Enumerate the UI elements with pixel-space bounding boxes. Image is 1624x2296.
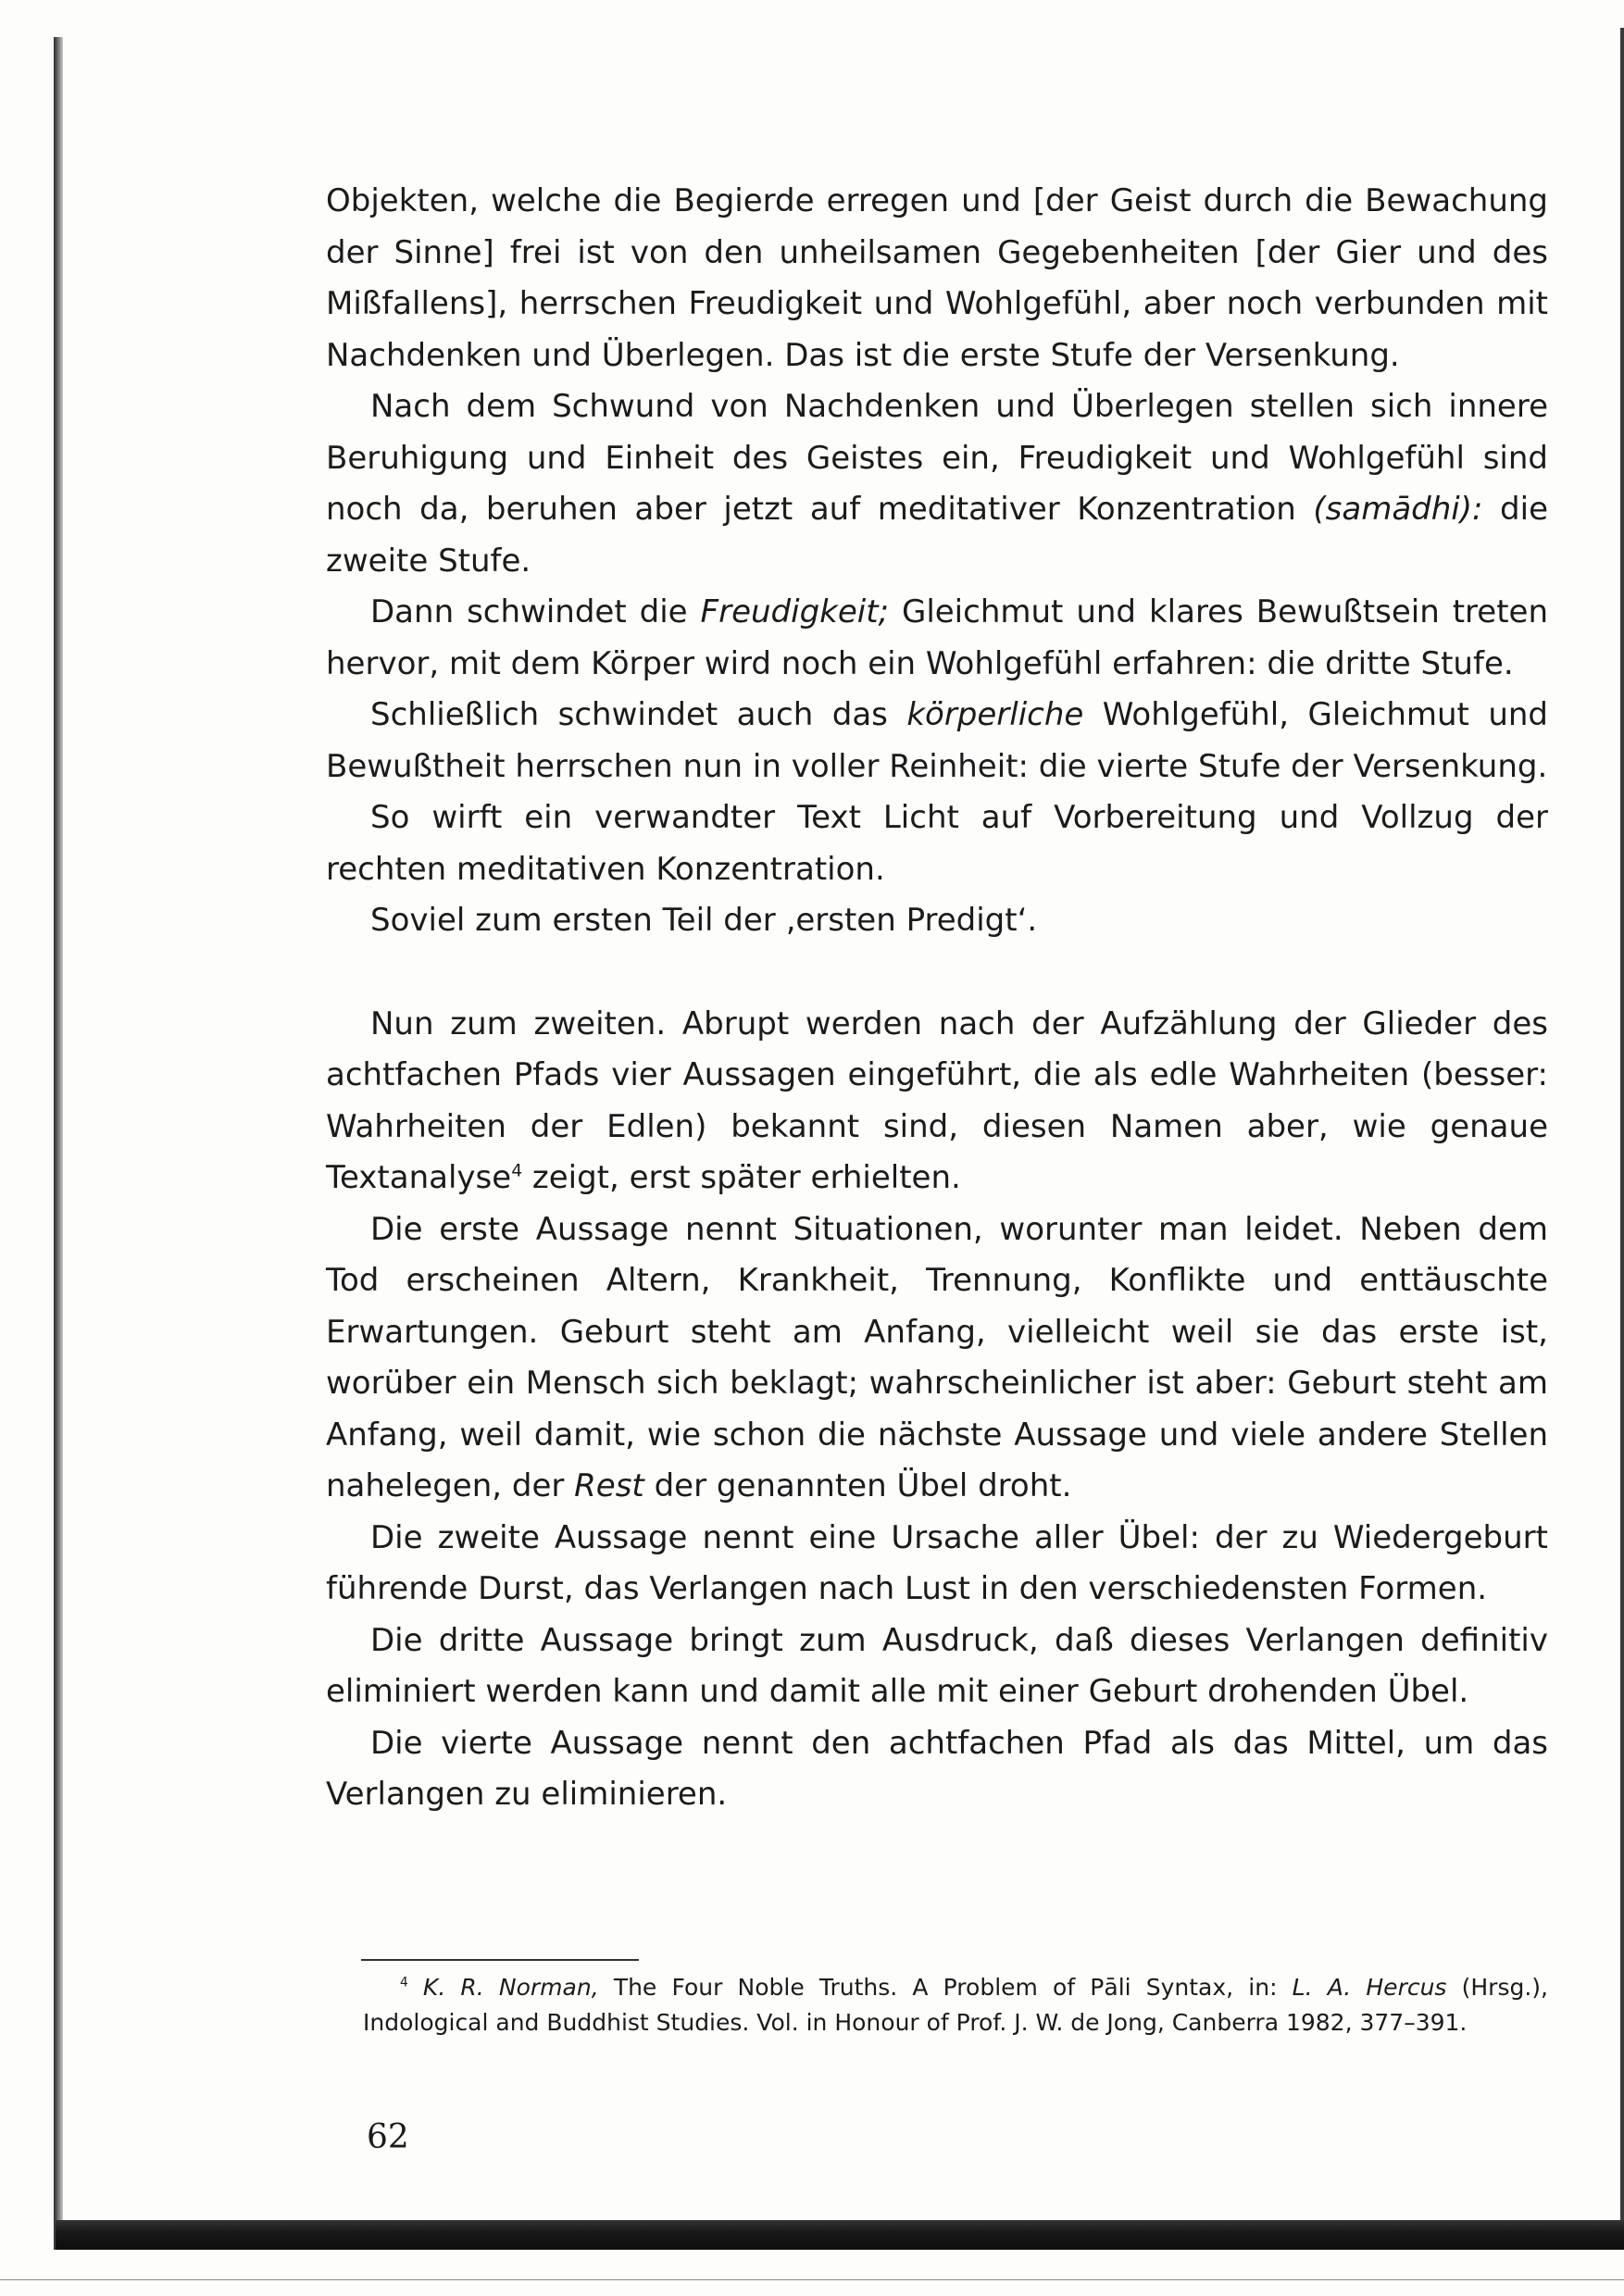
text-span: The Four Noble Truths. A Problem of Pāli Syntax, in:	[598, 1974, 1293, 2001]
text-span: Soviel zum ersten Teil der ‚ersten Predigt‘.	[370, 902, 1038, 939]
text-span: Nach dem Schwund von Nachdenken und Überlegen stellen sich innere Beruhigung und Einheit des Geistes ein, Freudigkeit und Wohlgefühl sind noch da, beruhen aber jetzt auf meditativer Konzentration	[326, 388, 1548, 528]
italic-span: Freudigkeit;	[700, 593, 889, 630]
footnote-marker: 4	[400, 1975, 408, 1990]
text-span: der genannten Übel droht.	[643, 1467, 1072, 1504]
text-span: (Hrsg.), Indological and Buddhist Studies. Vol. in Honour of Prof. J. W. de Jong, Canberra 1982, 377–391.	[363, 1974, 1549, 2036]
paragraph	[326, 895, 1548, 947]
page-number: 62	[367, 2118, 409, 2156]
paragraph	[326, 176, 1548, 381]
scan-page-edge-right	[1620, 28, 1624, 2222]
paragraph	[326, 999, 1548, 1204]
paragraph	[326, 1718, 1548, 1821]
scan-binding-shadow	[54, 37, 63, 2250]
footnote-separator	[361, 1959, 639, 1961]
text-span: Die dritte Aussage bringt zum Ausdruck, daß dieses Verlangen definitiv eliminiert werden kann und damit alle mit einer Geburt drohenden Übel.	[326, 1621, 1548, 1710]
text-span: Nun zum zweiten. Abrupt werden nach der Aufzählung der Glieder des achtfachen Pfads vier Aussagen eingeführt, die als edle Wahrheiten (besser: Wahrheiten der Edlen) bekannt sind, diesen Namen aber, wie genaue Textanalyse	[326, 1004, 1548, 1196]
text-span: Wohlgefühl, Gleichmut und Bewußtheit herrschen nun in voller Reinheit: die vierte Stufe der Versenkung.	[326, 696, 1549, 785]
scan-footer-rule	[0, 2279, 1624, 2280]
text-span: die zweite Stufe.	[326, 491, 1548, 580]
body-text	[326, 176, 1548, 1821]
paragraph	[326, 1513, 1548, 1616]
text-span: Dann schwindet die	[370, 593, 701, 630]
italic-span: (samādhi):	[1313, 491, 1483, 528]
paragraph	[326, 1616, 1548, 1718]
paragraph	[326, 587, 1548, 690]
text-span: zeigt, erst später erhielten.	[522, 1159, 961, 1196]
text-span: Die erste Aussage nennt Situationen, worunter man leidet. Neben dem Tod erscheinen Altern, Krankheit, Trennung, Konflikte und enttäuschte Erwartungen. Geburt steht am Anfang, vielleicht weil sie das erste ist, worüber ein Mensch sich beklagt; wahrscheinlicher ist aber: Geburt steht am Anfang, weil damit, wie schon die nächste Aussage und viele andere Stellen nahelegen, der	[326, 1210, 1548, 1504]
footnote	[363, 1970, 1548, 2040]
text-span: Objekten, welche die Begierde erregen und [der Geist durch die Bewachung der Sinne] frei ist von den unheilsamen Gegebenheiten [der Gier und des Mißfallens], herrschen Freudigkeit und Wohlgefühl, aber noch verbunden mit Nachdenken und Überlegen. Das ist die erste Stufe der Versenkung.	[326, 182, 1548, 374]
scan-page-edge-bottom	[56, 2220, 1624, 2250]
paragraph	[326, 792, 1548, 895]
paragraph	[326, 1204, 1548, 1513]
text-span: Die vierte Aussage nennt den achtfachen Pfad als das Mittel, um das Verlangen zu eliminieren.	[326, 1724, 1548, 1813]
paragraph	[326, 381, 1548, 587]
paragraph	[326, 690, 1548, 792]
text-span: Die zweite Aussage nennt eine Ursache aller Übel: der zu Wiedergeburt führende Durst, das Verlangen nach Lust in den verschiedensten Formen.	[326, 1518, 1548, 1607]
italic-span: K. R. Norman,	[422, 1974, 599, 2001]
italic-span: körperliche	[906, 696, 1084, 733]
italic-span: L. A. Hercus	[1292, 1974, 1447, 2001]
text-span: So wirft ein verwandter Text Licht auf Vorbereitung und Vollzug der rechten meditativen Konzentration.	[326, 799, 1548, 888]
italic-span: Rest	[574, 1467, 644, 1504]
text-span: Schließlich schwindet auch das	[370, 696, 907, 733]
section-gap	[326, 947, 1548, 999]
footnote-reference: 4	[511, 1161, 523, 1181]
text-span: Gleichmut und klares Bewußtsein treten hervor, mit dem Körper wird noch ein Wohlgefühl erfahren: die dritte Stufe.	[326, 593, 1548, 682]
